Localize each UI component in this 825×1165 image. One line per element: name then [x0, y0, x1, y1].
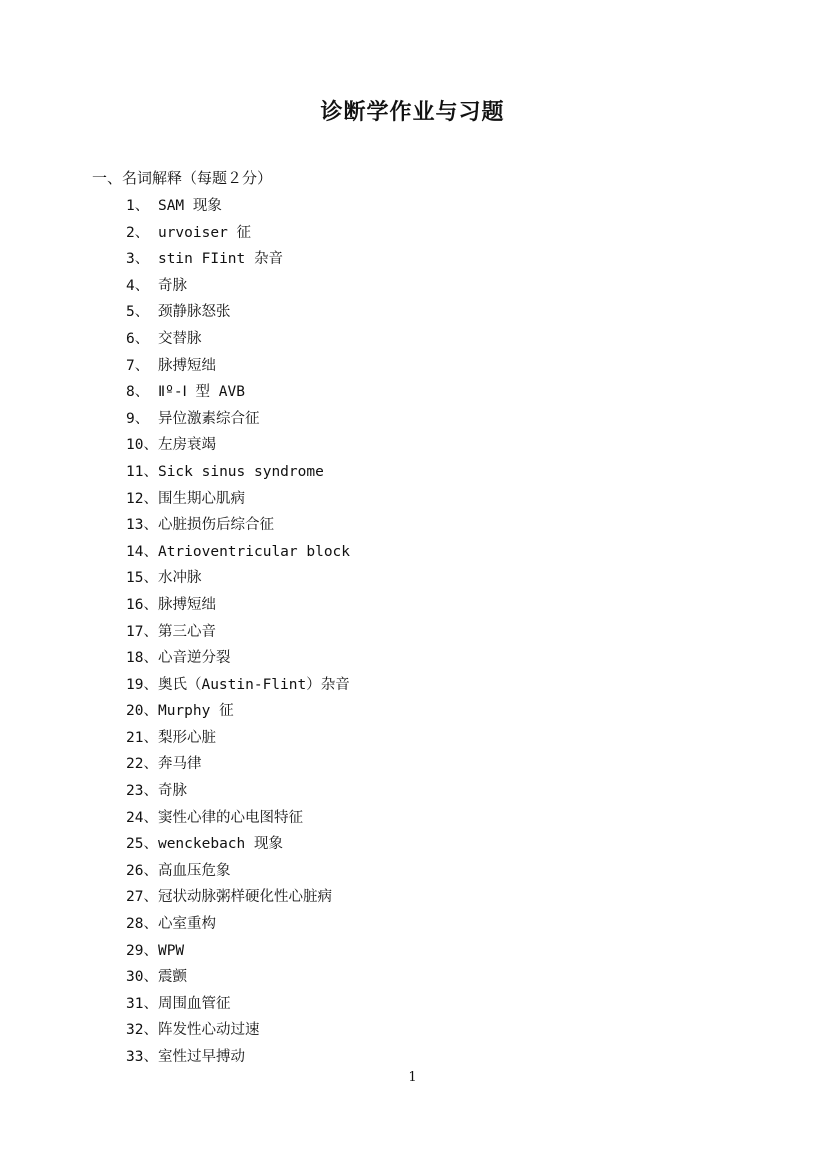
- term-text: 14、Atrioventricular block: [126, 543, 351, 560]
- term-text: 12、围生期心肌病: [126, 490, 245, 507]
- list-item: [126, 750, 350, 777]
- page-number: 1: [408, 1070, 417, 1085]
- term-text: 22、奔马律: [126, 756, 202, 773]
- list-item: [126, 671, 350, 698]
- list-item: [126, 485, 350, 512]
- term-text: 25、wenckebach 现象: [126, 836, 283, 853]
- list-item: [126, 830, 350, 857]
- term-text: 31、周围血管征: [126, 995, 231, 1012]
- list-item: [126, 219, 350, 246]
- list-item: [126, 352, 350, 379]
- term-text: 3、 stin FIint 杂音: [126, 251, 283, 268]
- list-item: [126, 405, 350, 432]
- term-text: 24、窦性心律的心电图特征: [126, 809, 303, 826]
- page-title: 诊断学作业与习题: [320, 99, 505, 125]
- term-text: 29、WPW: [126, 942, 185, 959]
- list-item: [126, 1043, 350, 1070]
- list-item: [126, 245, 350, 272]
- term-text: 6、 交替脉: [126, 330, 202, 347]
- list-item: [126, 458, 350, 485]
- term-text: 4、 奇脉: [126, 277, 187, 294]
- term-text: 10、左房衰竭: [126, 437, 216, 454]
- list-item: [126, 511, 350, 538]
- list-item: [126, 192, 350, 219]
- term-text: 30、震颤: [126, 969, 187, 986]
- term-text: 17、第三心音: [126, 623, 216, 640]
- list-item: [126, 378, 350, 405]
- term-text: 8、 Ⅱº-Ⅰ 型 AVB: [126, 384, 245, 401]
- list-item: [126, 937, 350, 964]
- list-item: [126, 963, 350, 990]
- term-list: [126, 192, 350, 1070]
- term-text: 5、 颈静脉怒张: [126, 304, 231, 321]
- term-text: 20、Murphy 征: [126, 703, 234, 720]
- list-item: [126, 883, 350, 910]
- term-text: 15、水冲脉: [126, 570, 202, 587]
- list-item: [126, 325, 350, 352]
- term-text: 9、 异位激素综合征: [126, 410, 260, 427]
- list-item: [126, 298, 350, 325]
- list-item: [126, 644, 350, 671]
- list-item: [126, 564, 350, 591]
- list-item: [126, 1016, 350, 1043]
- term-text: 2、 urvoiser 征: [126, 224, 252, 241]
- term-text: 32、阵发性心动过速: [126, 1022, 260, 1039]
- term-text: 27、冠状动脉粥样硬化性心脏病: [126, 889, 332, 906]
- term-text: 1、 SAM 现象: [126, 198, 222, 214]
- list-item: [126, 697, 350, 724]
- list-item: [126, 538, 350, 565]
- list-item: [126, 591, 350, 618]
- list-item: [126, 777, 350, 804]
- list-item: [126, 431, 350, 458]
- term-text: 23、奇脉: [126, 783, 187, 800]
- term-text: 26、高血压危象: [126, 862, 231, 879]
- list-item: [126, 804, 350, 831]
- term-text: 19、奥氏（Austin-Flint）杂音: [126, 676, 350, 693]
- list-item: [126, 910, 350, 937]
- term-text: 11、Sick sinus syndrome: [126, 463, 324, 480]
- list-item: [126, 272, 350, 299]
- list-item: [126, 618, 350, 645]
- term-text: 13、心脏损伤后综合征: [126, 517, 274, 534]
- section-heading: 一、名词解释（每题２分）: [92, 169, 273, 187]
- term-text: 7、 脉搏短绌: [126, 357, 216, 374]
- list-item: [126, 990, 350, 1017]
- term-text: 16、脉搏短绌: [126, 596, 216, 613]
- term-text: 28、心室重构: [126, 916, 216, 933]
- term-text: 18、心音逆分裂: [126, 650, 231, 667]
- list-item: [126, 724, 350, 751]
- term-text: 21、梨形心脏: [126, 729, 216, 746]
- list-item: [126, 857, 350, 884]
- term-text: 33、室性过早搏动: [126, 1049, 245, 1065]
